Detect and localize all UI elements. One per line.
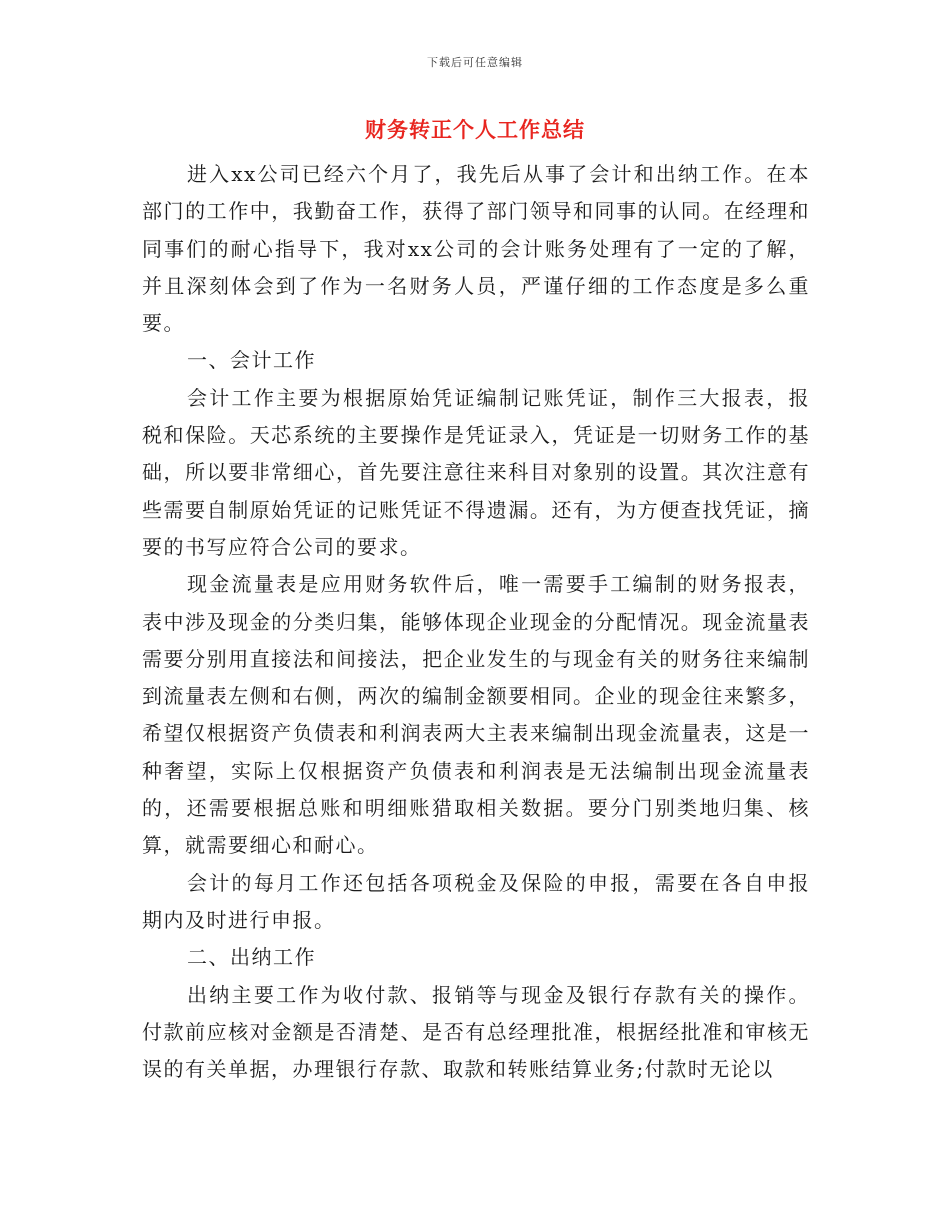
paragraph-intro: 进入xx公司已经六个月了，我先后从事了会计和出纳工作。在本部门的工作中，我勤奋工作，获得了部门领导和同事的认同。在经理和同事们的耐心指导下，我对xx公司的会计账务处理有了一定的了解，并且深刻体会到了作为一名财务人员，严谨仔细的工作态度是多么重要。 <box>142 162 810 336</box>
section-heading-cashier: 二、出纳工作 <box>187 945 316 970</box>
paragraph-tax-declaration: 会计的每月工作还包括各项税金及保险的申报，需要在各自申报期内及时进行申报。 <box>142 870 810 932</box>
paragraph-cashier-work: 出纳主要工作为收付款、报销等与现金及银行存款有关的操作。付款前应核对金额是否清楚、是否有总经理批准，根据经批准和审核无误的有关单据，办理银行存款、取款和转账结算业务;付款时无论以 <box>142 982 810 1082</box>
section-heading-accounting: 一、会计工作 <box>187 348 316 373</box>
paragraph-accounting-work: 会计工作主要为根据原始凭证编制记账凭证，制作三大报表，报税和保险。天芯系统的主要操作是凭证录入，凭证是一切财务工作的基础，所以要非常细心，首先要注意往来科目对象别的设置。其次注意有些需要自制原始凭证的记账凭证不得遗漏。还有，为方便查找凭证，摘要的书写应符合公司的要求。 <box>142 385 810 559</box>
header-note: 下载后可任意编辑 <box>427 56 523 69</box>
paragraph-cash-flow: 现金流量表是应用财务软件后，唯一需要手工编制的财务报表，表中涉及现金的分类归集，能够体现企业现金的分配情况。现金流量表需要分别用直接法和间接法，把企业发生的与现金有关的财务往来编制到流量表左侧和右侧，两次的编制金额要相同。企业的现金往来繁多，希望仅根据资产负债表和利润表两大主表来编制出现金流量表，这是一种奢望，实际上仅根据资产负债表和利润表是无法编制出现金流量表的，还需要根据总账和明细账猎取相关数据。要分门别类地归集、核算，就需要细心和耐心。 <box>142 572 810 858</box>
document-title: 财务转正个人工作总结 <box>365 117 585 142</box>
document-body <box>142 156 810 1088</box>
